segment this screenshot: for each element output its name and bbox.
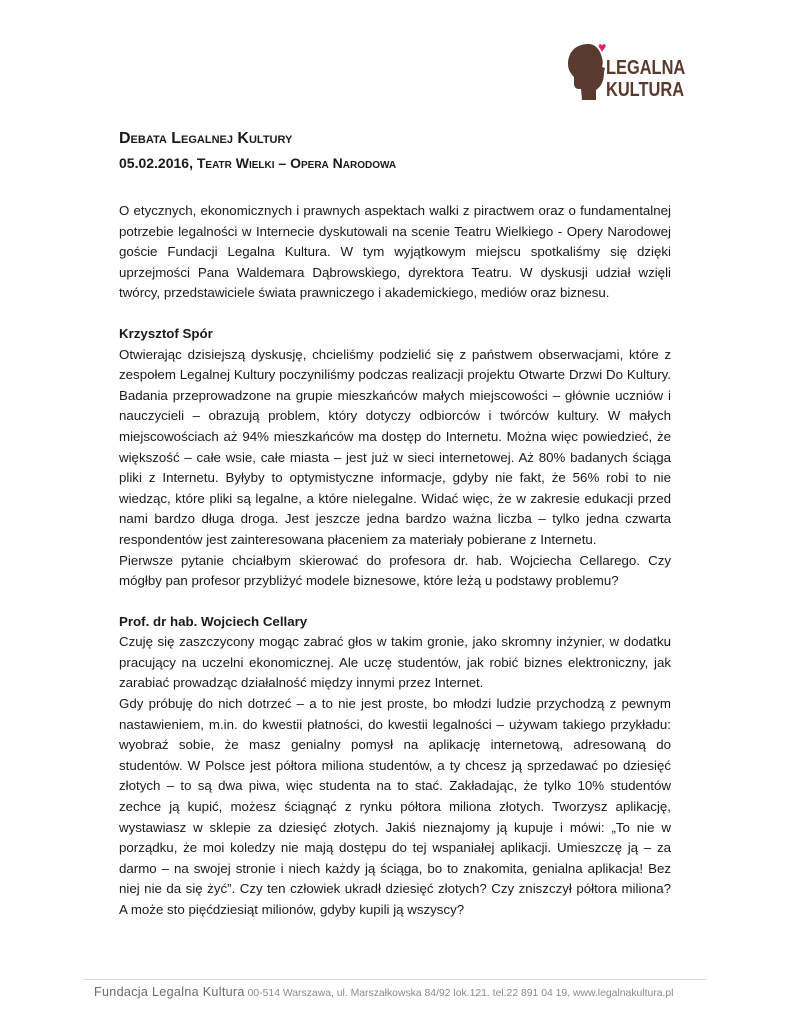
paragraph: Pierwsze pytanie chciałbym skierować do profesora dr. hab. Wojciecha Cellarego. Czy mógłby pan profesor przybliżyć modele biznesowe, które leżą u podstawy problemu? <box>119 552 671 589</box>
speaker-name: Krzysztof Spór <box>119 325 213 341</box>
footer-org: Fundacja Legalna Kultura <box>94 985 245 999</box>
logo-word-legalna: LEGALNA <box>606 57 686 79</box>
footer-divider <box>84 979 706 980</box>
intro-paragraph: O etycznych, ekonomicznych i prawnych aspektach walki z piractwem oraz o fundamentalnej potrzebie legalności w Internecie dyskutowali na scenie Teatru Wielkiego - Opery Narodowej goście Fundacji Legalna Kultura. W tym wyjątkowym miejscu spotkaliśmy się dzięki uprzejmości Pana Waldemara Dąbrowskiego, dyrektora Teatru. W dyskusji udział wzięli twórcy, przedstawiciele świata prawniczego i akademickiego, mediów oraz biznesu. <box>119 203 671 301</box>
footer <box>94 985 714 999</box>
document-title: Debata Legalnej Kultury <box>119 130 293 147</box>
footer-address: 00-514 Warszawa, ul. Marszałkowska 84/92 lok.121. tel.22 891 04 19, www.legalnakultura.pl <box>244 988 674 999</box>
logo <box>566 39 686 110</box>
logo-word-kultura: KULTURA <box>606 79 685 101</box>
heart-icon: ♥ <box>598 39 607 55</box>
paragraph: Gdy próbuję do nich dotrzeć – a to nie jest proste, bo młodzi ludzie przychodzą z pewnym nastawieniem, m.in. do kwestii płatności, do kwestii legalności – używam takiego przykładu: wyobraź sobie, że masz genialny pomysł na aplikację internetową, adresowaną do studentów. W Polsce jest półtora miliona studentów, a ty chcesz ją sprzedawać po dziesięć złotych – to są dwa piwa, więc studenta na to stać. Zakładając, że tylko 10% studentów zechce ją kupić, możesz ściągnąć z rynku półtora miliona złotych. Tworzysz aplikację, wystawiasz w sklepie za dziesięć złotych. Jakiś nieznajomy ją kupuje i mówi: „To nie w porządku, że moi koledzy nie mają dostępu do tej wspaniałej aplikacji. Umieszczę ją – za darmo – na swojej stronie i niech każdy ją ściąga, bo to znakomita, genialna aplikacja! Bez niej nie da się żyć”. Czy ten człowiek ukradł dziesięć złotych? Czy zniszczył półtora miliona? A może sto pięćdziesiąt milionów, gdyby kupili ją wszyscy? <box>119 696 671 917</box>
speaker-name: Prof. dr hab. Wojciech Cellary <box>119 613 308 629</box>
document-subtitle: 05.02.2016, Teatr Wielki – Opera Narodowa <box>119 155 397 171</box>
paragraph: Czuję się zaszczycony mogąc zabrać głos w takim gronie, jako skromny inżynier, w dodatku pracujący na uczelni ekonomicznej. Ale uczę studentów, jak robić biznes elektroniczny, jak zarabiać prowadząc działalność między innymi przez Internet. <box>119 634 671 691</box>
paragraph: Otwierając dzisiejszą dyskusję, chcieliśmy podzielić się z państwem obserwacjami, które z zespołem Legalnej Kultury poczyniliśmy podczas realizacji projektu Otwarte Drzwi Do Kultury. Badania przeprowadzone na grupie mieszkańców małych miejscowości – głównie uczniów i nauczycieli – obrazują problem, który dotyczy odbiorców i twórców kultury. W małych miejscowościach aż 94% mieszkańców ma dostęp do Internetu. Można więc powiedzieć, że większość – całe wsie, całe miasta – jest już w sieci internetowej. Aż 80% badanych ściąga pliki z Internetu. Byłyby to optymistyczne informacje, gdyby nie fakt, że 56% robi to nie wiedząc, które pliki są legalne, a które nielegalne. Widać więc, że w zakresie edukacji przed nami bardzo długa droga. Jest jeszcze jedna bardzo ważna liczba – tylko jedna czwarta respondentów jest zainteresowana płaceniem za materiały pobierane z Internetu. <box>119 346 671 547</box>
document-body <box>119 128 671 921</box>
